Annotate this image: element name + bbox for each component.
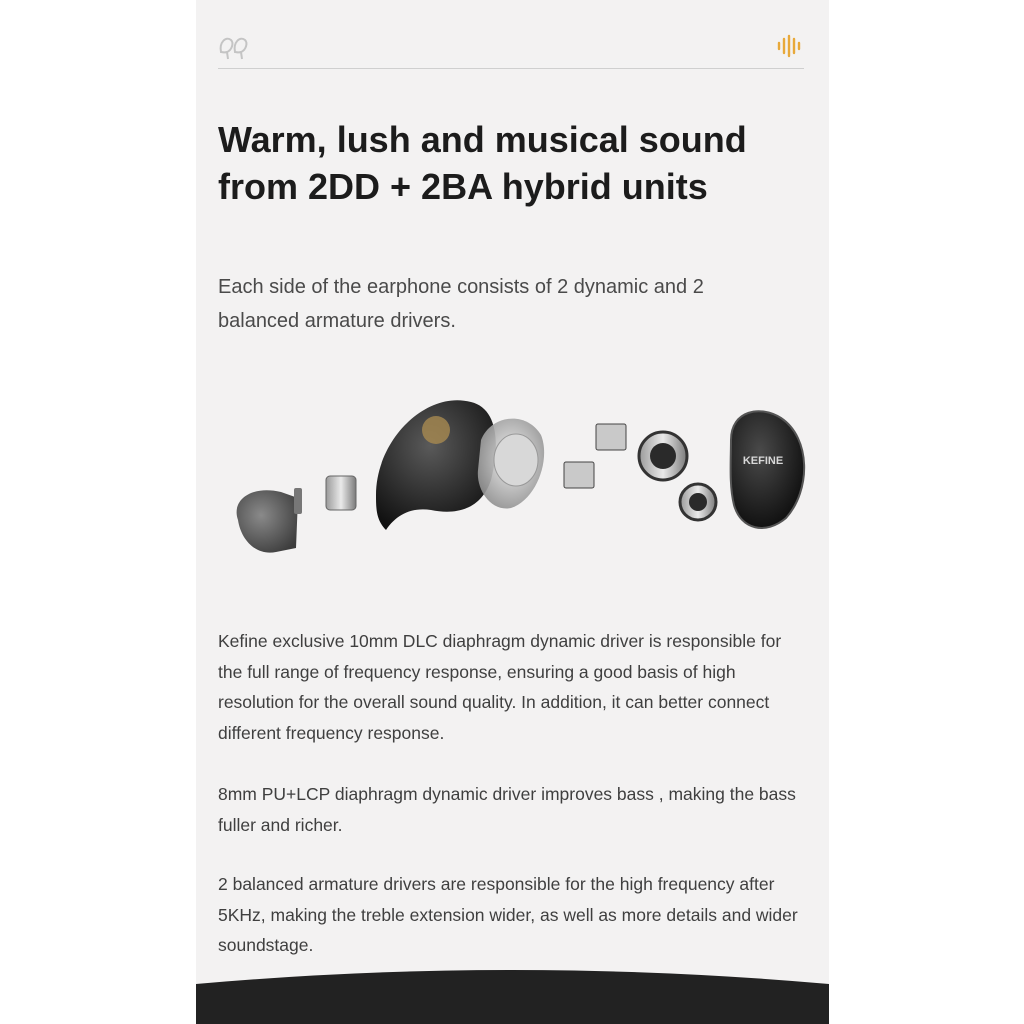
intro-text: Each side of the earphone consists of 2 dynamic and 2 balanced armature drivers. [218,276,704,332]
faceplate-brand: KEFINE [742,455,784,467]
faceplate [731,411,805,528]
ba-driver-1 [596,424,626,450]
paragraph-ba-drivers: 2 balanced armature drivers are responsible for the high frequency after 5KHz, making the treble extension wider, as well as more details and wider soundstage. [218,874,798,955]
product-panel [196,0,829,1024]
bottom-band [196,960,829,1024]
earphones-icon [218,32,252,62]
headline: Warm, lush and musical sound from 2DD + 2BA hybrid units [218,119,747,207]
nozzle-tube [326,476,356,510]
paragraph-10mm-driver: Kefine exclusive 10mm DLC diaphragm dynamic driver is responsible for the full range of frequency response, ensuring a good basis of high resolution for the overall sound quality. In addition, it can better connect different frequency response. [218,631,782,743]
nozzle-filter [294,488,302,514]
sound-wave-icon[interactable] [776,34,804,58]
top-bar [218,28,804,69]
ba-driver-2 [564,462,594,488]
exploded-earphone-illustration [226,380,816,590]
paragraph-8mm-driver: 8mm PU+LCP diaphragm dynamic driver improves bass , making the bass fuller and richer. [218,784,796,835]
eartip [237,490,298,552]
